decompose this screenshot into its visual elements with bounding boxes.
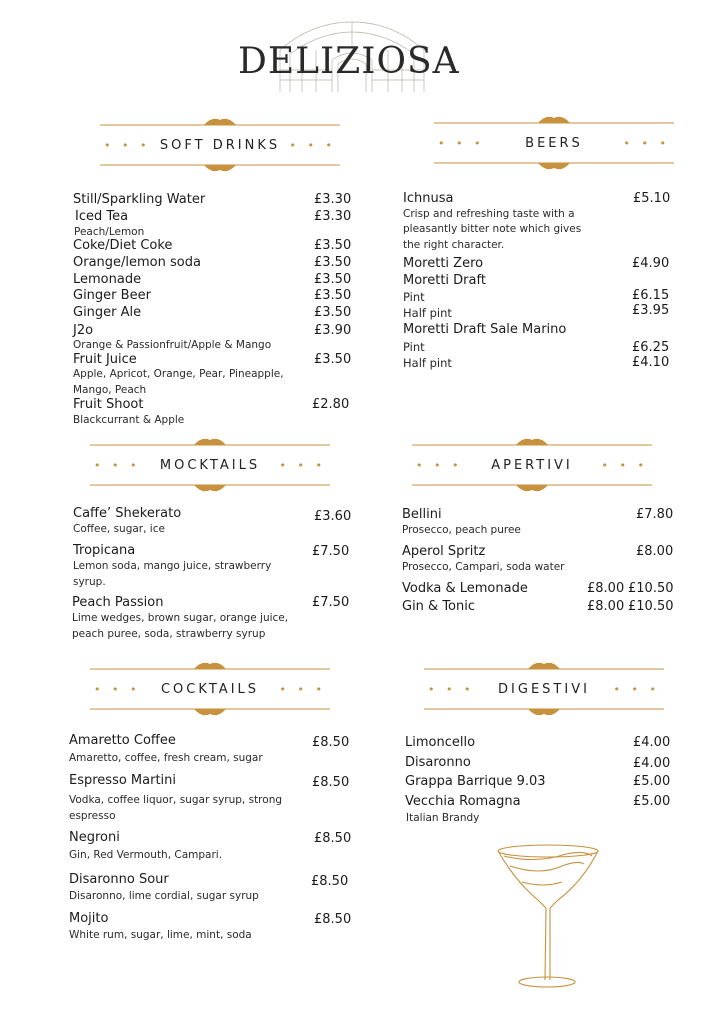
ornament-dots-right: • • • — [613, 682, 660, 696]
item-price: £4.10 — [632, 355, 670, 370]
item-price: £5.00 — [633, 774, 671, 789]
item-desc: espresso — [69, 810, 116, 822]
item-name: Orange/lemon soda — [73, 255, 201, 270]
item-desc: Italian Brandy — [406, 812, 480, 824]
item-price: £3.30 — [314, 209, 352, 224]
ornament-dots-right: • • • — [279, 458, 326, 472]
item-price: £3.50 — [314, 305, 352, 320]
item-price: £3.50 — [314, 288, 352, 303]
item-name: Amaretto Coffee — [69, 733, 176, 748]
ornament-dots-right: • • • — [279, 682, 326, 696]
item-price: £4.90 — [632, 256, 670, 271]
section-title: SOFT DRINKS — [159, 137, 281, 153]
soft-drinks-banner — [100, 110, 340, 180]
item-name: Vodka & Lemonade — [402, 581, 528, 596]
item-price: £3.50 — [314, 272, 352, 287]
item-price: £8.50 — [314, 912, 352, 927]
item-name: Still/Sparkling Water — [73, 192, 206, 207]
beers-banner — [434, 108, 674, 178]
item-price: £3.50 — [314, 238, 352, 253]
apertivi-banner — [412, 430, 652, 500]
item-desc: Orange & Passionfruit/Apple & Mango — [73, 339, 272, 351]
item-name: Espresso Martini — [69, 773, 177, 788]
item-price: £3.50 — [314, 255, 352, 270]
pint-label: Pint — [403, 340, 425, 354]
half-pint-label: Half pint — [403, 306, 452, 320]
item-name: J2o — [73, 323, 94, 338]
item-name: Lemonade — [73, 272, 142, 287]
item-price: £7.80 — [636, 507, 674, 522]
item-name: Peach Passion — [72, 595, 164, 610]
item-desc: Crisp and refreshing taste with a — [403, 208, 575, 220]
item-name: Fruit Juice — [73, 352, 137, 367]
item-price: £3.90 — [314, 323, 352, 338]
item-name: Moretti Draft — [403, 273, 486, 288]
item-name: Limoncello — [405, 735, 476, 750]
item-price: £2.80 — [312, 397, 350, 412]
item-desc: Mango, Peach — [73, 384, 147, 396]
ornament-dots-right: • • • — [623, 136, 670, 150]
brand-name: DELIZIOSA — [238, 41, 460, 82]
item-name: Ginger Ale — [73, 305, 142, 320]
item-price: £5.00 — [633, 794, 671, 809]
item-price: £8.50 — [312, 735, 350, 750]
item-price: £6.25 — [632, 340, 670, 355]
brand-logo — [238, 40, 468, 98]
item-price: £8.00 — [587, 599, 625, 614]
item-name: Ginger Beer — [73, 288, 151, 303]
ornament-dots-left: • • • — [416, 458, 463, 472]
item-name: Tropicana — [73, 543, 136, 558]
item-price: £4.00 — [633, 735, 671, 750]
item-name: Caffe’ Shekerato — [73, 506, 182, 521]
item-price: £3.95 — [632, 303, 670, 318]
item-price-large: £10.50 — [628, 581, 674, 596]
item-desc: White rum, sugar, lime, mint, soda — [69, 929, 252, 941]
section-title: MOCKTAILS — [159, 457, 261, 473]
ornament-dots-left: • • • — [104, 138, 151, 152]
item-price: £8.50 — [312, 775, 350, 790]
item-desc: peach puree, soda, strawberry syrup — [72, 628, 266, 640]
item-name: Mojito — [69, 911, 109, 926]
item-name: Ichnusa — [403, 191, 454, 206]
item-name: Bellini — [402, 507, 442, 522]
cocktails-banner — [90, 654, 330, 724]
item-price: £3.60 — [314, 509, 352, 524]
item-desc: Prosecco, peach puree — [402, 524, 521, 536]
item-desc: Prosecco, Campari, soda water — [402, 561, 565, 573]
ornament-dots-left: • • • — [94, 682, 141, 696]
half-pint-label: Half pint — [403, 356, 452, 370]
item-desc: pleasantly bitter note which gives — [403, 223, 582, 235]
item-price: £4.00 — [633, 756, 671, 771]
ornament-dots-left: • • • — [438, 136, 485, 150]
item-name: Moretti Zero — [403, 256, 484, 271]
item-price: £8.50 — [311, 874, 349, 889]
item-name: Fruit Shoot — [73, 397, 144, 412]
item-desc: Disaronno, lime cordial, sugar syrup — [69, 890, 259, 902]
digestivi-banner — [424, 654, 664, 724]
item-name: Aperol Spritz — [402, 544, 486, 559]
item-desc: the right character. — [403, 239, 505, 251]
item-price: £8.00 — [587, 581, 625, 596]
item-price: £3.50 — [314, 352, 352, 367]
item-desc: syrup. — [73, 576, 106, 588]
item-price: £8.00 — [636, 544, 674, 559]
ornament-dots-right: • • • — [289, 138, 336, 152]
section-title: DIGESTIVI — [498, 681, 590, 697]
section-title: BEERS — [525, 135, 583, 151]
item-desc: Amaretto, coffee, fresh cream, sugar — [69, 752, 263, 764]
item-desc: Apple, Apricot, Orange, Pear, Pineapple, — [73, 368, 284, 380]
ornament-dots-left: • • • — [94, 458, 141, 472]
section-title: APERTIVI — [491, 457, 573, 473]
item-desc: Peach/Lemon — [74, 226, 145, 238]
pint-label: Pint — [403, 290, 425, 304]
ornament-dots-right: • • • — [601, 458, 648, 472]
item-price: £5.10 — [633, 191, 671, 206]
mocktails-banner — [90, 430, 330, 500]
item-desc: Gin, Red Vermouth, Campari. — [69, 849, 223, 861]
section-title: COCKTAILS — [160, 681, 260, 697]
item-desc: Lime wedges, brown sugar, orange juice, — [72, 612, 289, 624]
item-name: Iced Tea — [75, 209, 129, 224]
item-name: Gin & Tonic — [402, 599, 476, 614]
item-name: Negroni — [69, 830, 120, 845]
item-name: Vecchia Romagna — [405, 794, 521, 809]
item-name: Moretti Draft Sale Marino — [403, 322, 567, 337]
item-desc: Blackcurrant & Apple — [73, 414, 185, 426]
cocktail-glass-icon — [496, 842, 606, 992]
item-desc: Coffee, sugar, ice — [73, 523, 165, 535]
item-price: £7.50 — [312, 544, 350, 559]
item-name: Disaronno — [405, 755, 471, 770]
item-price-large: £10.50 — [628, 599, 674, 614]
item-price: £8.50 — [314, 831, 352, 846]
item-price: £6.15 — [632, 288, 670, 303]
ornament-dots-left: • • • — [428, 682, 475, 696]
item-name: Disaronno Sour — [69, 872, 169, 887]
item-price: £7.50 — [312, 595, 350, 610]
item-name: Grappa Barrique 9.03 — [405, 774, 546, 789]
item-name: Coke/Diet Coke — [73, 238, 173, 253]
item-desc: Lemon soda, mango juice, strawberry — [73, 560, 272, 572]
item-price: £3.30 — [314, 192, 352, 207]
item-desc: Vodka, coffee liquor, sugar syrup, strong — [69, 794, 283, 806]
